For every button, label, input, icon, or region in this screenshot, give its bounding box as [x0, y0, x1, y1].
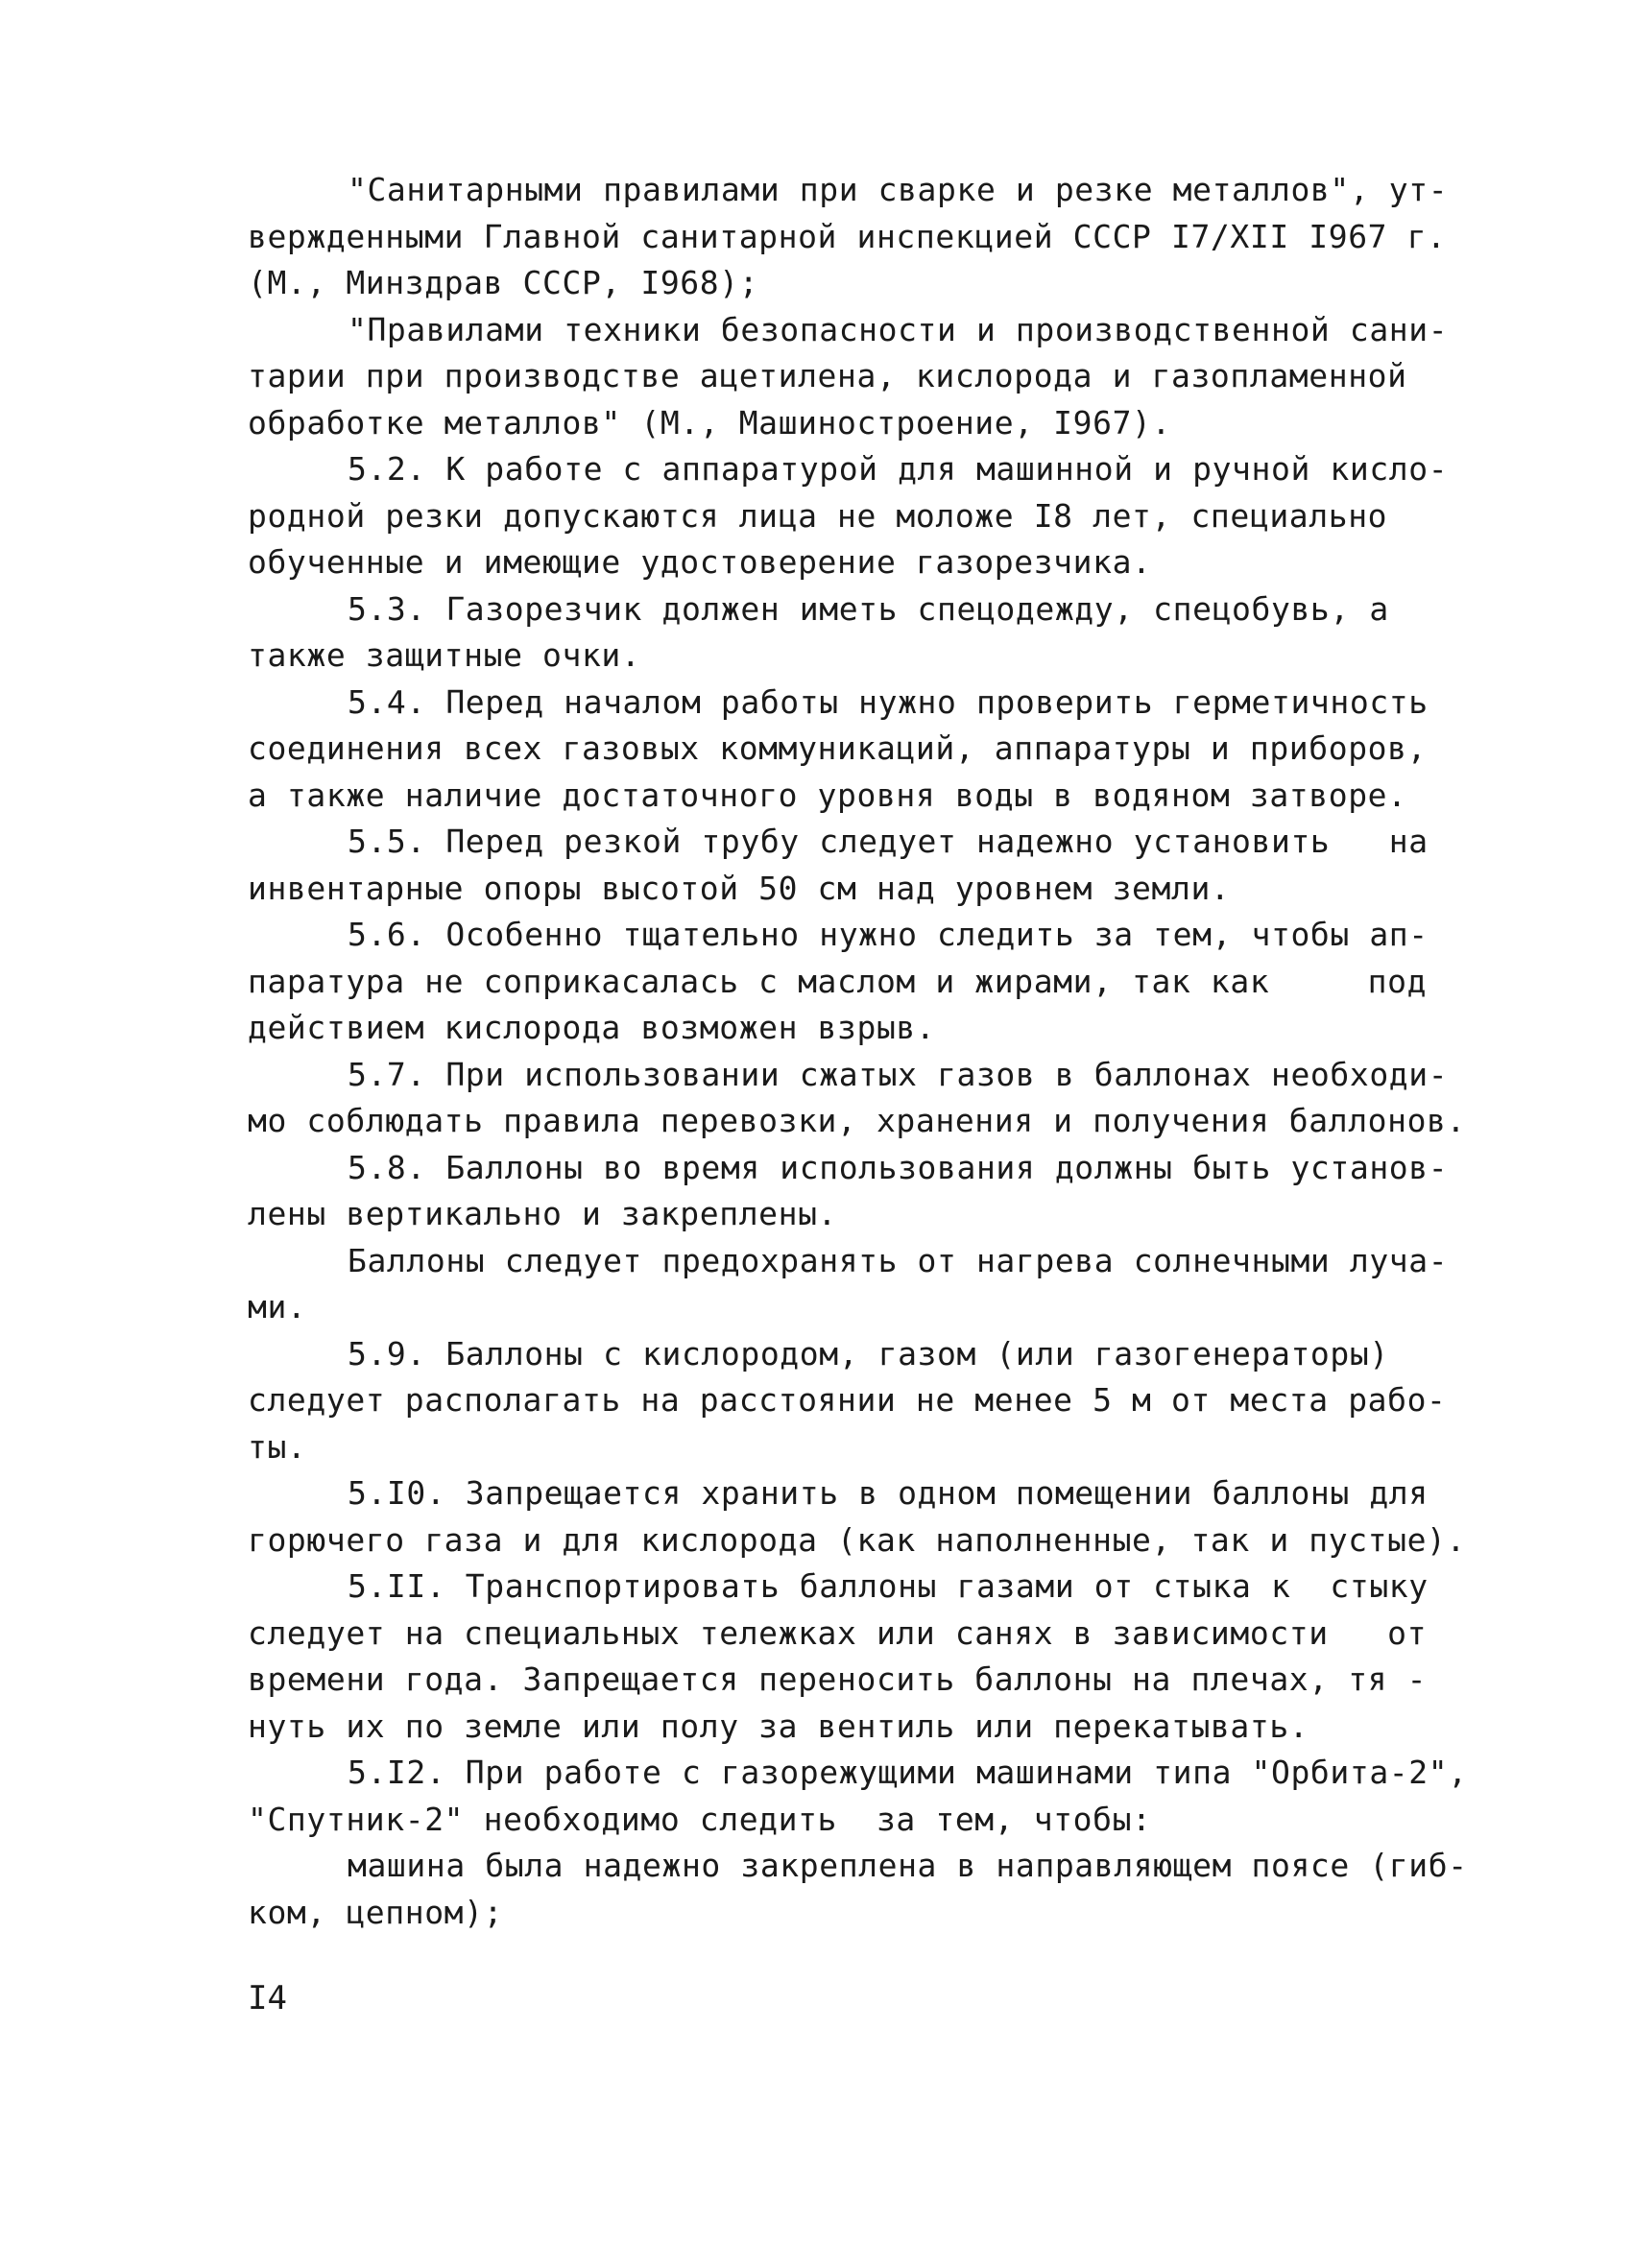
text-line: 5.8. Баллоны во время использования должны быть установ-: [348, 1148, 1449, 1186]
text-line: 5.5. Перед резкой трубу следует надежно установить на: [348, 823, 1429, 860]
text-line: паратура не соприкасалась с маслом и жирами, так как под: [248, 962, 1428, 1000]
text-line: также защитные очки.: [248, 636, 641, 674]
text-line: следует располагать на расстоянии не менее 5 м от места рабо-: [248, 1381, 1447, 1419]
text-line: "Санитарными правилами при сварке и резке металлов", ут-: [348, 171, 1449, 208]
text-line: 5.2. К работе с аппаратурой для машинной и ручной кисло-: [348, 450, 1449, 488]
body-text: [248, 167, 1468, 1936]
text-line: а также наличие достаточного уровня воды в водяном затворе.: [248, 776, 1407, 814]
text-line: нуть их по земле или полу за вентиль или перекатывать.: [248, 1707, 1309, 1745]
text-line: ты.: [248, 1427, 307, 1466]
text-line: инвентарные опоры высотой 50 см над уровнем земли.: [248, 869, 1231, 907]
text-line: действием кислорода возможен взрыв.: [248, 1009, 936, 1046]
text-line: соединения всех газовых коммуникаций, аппаратуры и приборов,: [248, 729, 1428, 767]
text-line: ми.: [248, 1288, 307, 1325]
text-line: (М., Минздрав СССР, I968);: [248, 264, 759, 301]
text-line: "Спутник-2" необходимо следить за тем, чтобы:: [248, 1800, 1152, 1838]
text-line: обученные и имеющие удостоверение газорезчика.: [248, 543, 1152, 581]
text-line: "Правилами техники безопасности и производственной сани-: [348, 310, 1449, 348]
text-line: машина была надежно закреплена в направляющем поясе (гиб-: [348, 1847, 1468, 1884]
text-line: Баллоны следует предохранять от нагрева солнечными луча-: [348, 1241, 1449, 1279]
text-line: ком, цепном);: [248, 1893, 504, 1931]
text-line: 5.9. Баллоны с кислородом, газом (или газогенераторы): [348, 1334, 1389, 1373]
text-line: мо соблюдать правила перевозки, хранения и получения баллонов.: [248, 1102, 1466, 1139]
text-line: горючего газа и для кислорода (как наполненные, так и пустые).: [248, 1520, 1466, 1559]
text-line: времени года. Запрещается переносить баллоны на плечах, тя -: [248, 1660, 1428, 1698]
text-line: 5.4. Перед началом работы нужно проверить герметичность: [348, 682, 1429, 721]
text-line: тарии при производстве ацетилена, кислорода и газопламенной: [248, 357, 1407, 394]
text-line: 5.7. При использовании сжатых газов в баллонах необходи-: [348, 1055, 1449, 1093]
text-line: родной резки допускаются лица не моложе I8 лет, специально: [248, 496, 1388, 535]
text-line: 5.6. Особенно тщательно нужно следить за тем, чтобы ап-: [348, 916, 1429, 953]
text-line: 5.I0. Запрещается хранить в одном помещении баллоны для: [348, 1474, 1429, 1512]
text-line: 5.II. Транспортировать баллоны газами от стыка к стыку: [348, 1567, 1429, 1605]
text-line: обработке металлов" (М., Машиностроение, I967).: [248, 403, 1171, 442]
text-line: лены вертикально и закреплены.: [248, 1195, 838, 1232]
text-line: следует на специальных тележках или санях в зависимости от: [248, 1613, 1428, 1652]
text-line: вержденными Главной санитарной инспекцией СССР I7/XII I967 г.: [248, 217, 1447, 255]
text-line: 5.3. Газорезчик должен иметь спецодежду, спецобувь, а: [348, 589, 1389, 628]
text-line: 5.I2. При работе с газорежущими машинами типа "Орбита-2",: [348, 1754, 1468, 1791]
page-number: I4: [248, 1979, 287, 2017]
